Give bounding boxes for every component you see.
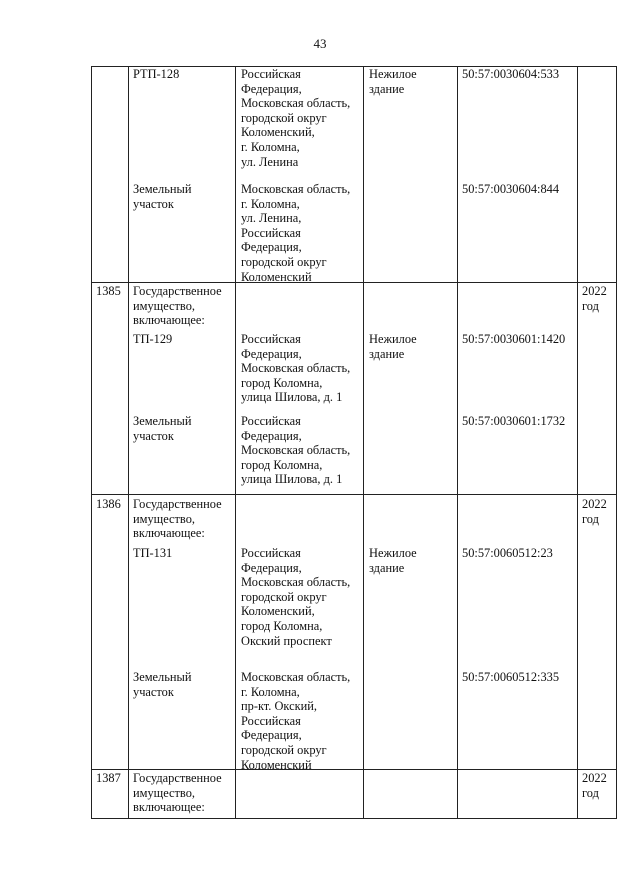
object-address: Российская Федерация, Московская область, город Коломна, улица Шилова, д. 1 bbox=[241, 332, 351, 405]
object-address: Российская Федерация, Московская область, городской округ Коломенский, город Коломна, Окский проспект bbox=[241, 546, 351, 648]
object-name: Земельный участок bbox=[133, 670, 192, 699]
object-address: Российская Федерация, Московская область, городской округ Коломенский, г. Коломна, ул. Ленина bbox=[241, 67, 351, 169]
object-name: ТП-129 bbox=[133, 332, 173, 346]
row-header: Государственное имущество, включающее: bbox=[133, 771, 222, 815]
object-type: Нежилое здание bbox=[369, 332, 417, 361]
column-divider bbox=[128, 66, 129, 818]
row-header: Государственное имущество, включающее: bbox=[133, 497, 222, 541]
row-divider bbox=[91, 769, 617, 770]
year: 2022 год bbox=[582, 284, 607, 313]
object-name: Земельный участок bbox=[133, 182, 192, 211]
cadastral-number: 50:57:0060512:23 bbox=[462, 546, 553, 560]
row-header: Государственное имущество, включающее: bbox=[133, 284, 222, 328]
object-address: Московская область, г. Коломна, пр-кт. Окский, Российская Федерация, городской округ Коломенский bbox=[241, 670, 351, 772]
row-divider bbox=[91, 494, 617, 495]
object-type: Нежилое здание bbox=[369, 546, 417, 575]
object-type: Нежилое здание bbox=[369, 67, 417, 96]
row-number: 1385 bbox=[96, 284, 121, 298]
column-divider bbox=[363, 66, 364, 818]
column-divider bbox=[235, 66, 236, 818]
page-number: 43 bbox=[313, 36, 327, 51]
table-border-bottom bbox=[91, 818, 617, 819]
column-divider bbox=[577, 66, 578, 818]
year: 2022 год bbox=[582, 497, 607, 526]
column-divider bbox=[457, 66, 458, 818]
row-divider bbox=[91, 282, 617, 283]
cadastral-number: 50:57:0030604:533 bbox=[462, 67, 560, 81]
cadastral-number: 50:57:0030604:844 bbox=[462, 182, 560, 196]
object-name: Земельный участок bbox=[133, 414, 192, 443]
object-name: ТП-131 bbox=[133, 546, 173, 560]
year: 2022 год bbox=[582, 771, 607, 800]
table-border-left bbox=[91, 66, 92, 818]
cadastral-number: 50:57:0060512:335 bbox=[462, 670, 560, 684]
table-border-right bbox=[616, 66, 617, 818]
object-address: Московская область, г. Коломна, ул. Ленина, Российская Федерация, городской округ Коломенский bbox=[241, 182, 351, 284]
row-number: 1387 bbox=[96, 771, 121, 785]
row-number: 1386 bbox=[96, 497, 121, 511]
cadastral-number: 50:57:0030601:1732 bbox=[462, 414, 566, 428]
object-name: РТП-128 bbox=[133, 67, 180, 81]
cadastral-number: 50:57:0030601:1420 bbox=[462, 332, 566, 346]
object-address: Российская Федерация, Московская область, город Коломна, улица Шилова, д. 1 bbox=[241, 414, 351, 487]
